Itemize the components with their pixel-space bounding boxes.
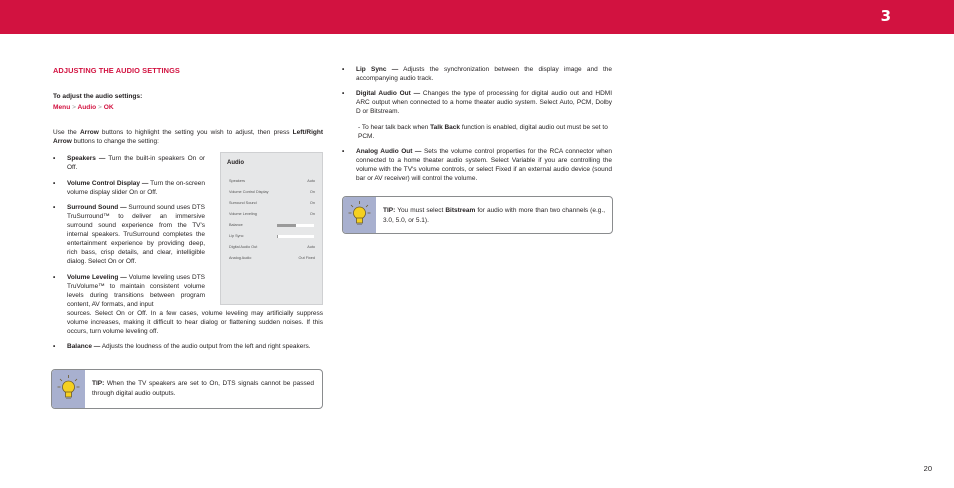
menu-row-value: Auto <box>307 179 315 183</box>
lip-sync-slider-fill <box>277 235 278 238</box>
tip-box-bitstream <box>342 196 613 234</box>
note-bold: Talk Back <box>430 124 461 131</box>
bullet-term: Lip Sync — <box>356 66 399 73</box>
bullet-dot: • <box>53 274 56 281</box>
bullet-term: Volume Control Display — <box>67 180 149 187</box>
menu-row-label: Volume Leveling <box>229 212 257 216</box>
tip-label: TIP: <box>383 207 396 214</box>
header-banner <box>0 0 954 34</box>
bullet-dot: • <box>342 90 345 97</box>
menu-row-label: Balance <box>229 223 243 227</box>
menu-path-audio: Audio <box>77 104 97 111</box>
menu-row-speakers <box>229 179 315 187</box>
menu-row-value: On <box>309 190 315 194</box>
tip-icon-panel <box>343 197 376 233</box>
bullet-text: Turn the on-screen volume display slider On or Off. <box>67 180 205 196</box>
bullet-text: Surround sound uses DTS TruSurround™ to deliver an immersive surround sound experience from the TV's internal speakers. TruSurround completes the entertainment experience by providing deep, rich bass, crisp details, and clear, intelligible dialog. Select On or Off. <box>67 204 205 265</box>
bullet-term: Balance — <box>67 343 101 350</box>
menu-row-lip-sync <box>229 234 315 242</box>
menu-row-value: On <box>309 212 315 216</box>
bullet-volume-leveling <box>53 273 205 309</box>
tip-text <box>383 206 605 225</box>
tip-icon-panel <box>52 370 85 408</box>
tip-body: You must select <box>397 207 446 214</box>
tip-text <box>92 379 314 398</box>
menu-path-separator: > <box>72 104 76 111</box>
menu-row-balance <box>229 223 315 231</box>
bullet-text: Changes the type of processing for digital audio out and HDMI ARC output when connected to a home theater audio system. Select Auto, PCM, Dolby D or Bitstream. <box>356 90 613 115</box>
menu-path-menu: Menu <box>53 104 71 111</box>
intro-text: buttons to change the setting: <box>71 138 159 145</box>
menu-row-label: Surround Sound <box>229 201 257 205</box>
page-number: 20 <box>923 464 932 473</box>
menu-row-value: On <box>309 201 315 205</box>
balance-slider <box>277 224 314 227</box>
bullet-term: Volume Leveling — <box>67 274 127 281</box>
menu-row-volume-leveling <box>229 212 315 220</box>
menu-row-label: Analog Audio <box>229 256 252 260</box>
bullet-term: Surround Sound — <box>67 204 127 211</box>
menu-row-volume-control-display <box>229 190 315 198</box>
bullet-balance <box>53 342 323 360</box>
menu-row-surround-sound <box>229 201 315 209</box>
intro-bold-arrow: Arrow <box>79 129 99 136</box>
intro-text: Use the <box>53 129 80 136</box>
bullet-text: Adjusts the loudness of the audio output from the left and right speakers. <box>101 343 311 350</box>
tip-label: TIP: <box>92 380 105 387</box>
menu-path-separator: > <box>98 104 102 111</box>
audio-menu-title: Audio <box>227 160 244 166</box>
talk-back-note <box>358 123 613 141</box>
bullet-dot: • <box>53 343 56 350</box>
bullet-term: Analog Audio Out — <box>356 148 422 155</box>
bullet-analog-audio-out <box>342 147 612 183</box>
subheading: To adjust the audio settings: <box>53 93 143 100</box>
chapter-number: 3 <box>880 7 891 25</box>
bullet-text: Turn the built-in speakers On or Off. <box>67 155 205 171</box>
menu-row-value: Out Fixed <box>298 256 315 260</box>
lightbulb-icon <box>343 197 376 234</box>
menu-row-digital-audio-out <box>229 245 315 253</box>
bullet-volume-control-display <box>53 179 205 197</box>
section-title: ADJUSTING THE AUDIO SETTINGS <box>53 66 180 75</box>
bullet-lip-sync <box>342 65 612 83</box>
intro-bold-leftright: Left/Right Arrow <box>53 129 323 145</box>
bullet-dot: • <box>53 155 56 162</box>
intro-text: buttons to highlight the setting you wish to adjust, then press <box>98 129 293 136</box>
tip-body: for audio with more than two channels (e.g., 3.0, 5.0, or 5.1). <box>383 207 605 224</box>
bullet-text: Adjusts the synchronization between the display image and the accompanying audio track. <box>356 66 613 82</box>
bullet-surround-sound <box>53 203 205 267</box>
bullet-digital-audio-out <box>342 89 612 116</box>
tip-body: When the TV speakers are set to On, DTS signals cannot be passed through digital audio outputs. <box>92 380 314 397</box>
menu-row-label: Digital Audio Out <box>229 245 258 249</box>
bullet-volume-leveling-continued: sources. Select On or Off. In a few cases, volume leveling may artificially suppress volume increases, making it difficult to hear dialog or flattening sudden noises. If this occurs, turn volume leveling off. <box>67 310 323 335</box>
menu-path-ok: OK <box>103 104 114 111</box>
menu-row-value: Auto <box>307 245 315 249</box>
note-text: function is enabled, digital audio out must be set to PCM. <box>358 124 608 140</box>
bullet-text: Sets the volume control properties for the RCA connector when connected to a home theater audio system. Select Variable if you are controlling the volume with the TV's volume controls, or select Fixed if an external audio device (sound bar or AV receiver) will control the volume. <box>356 148 612 182</box>
tip-bold: Bitstream <box>445 207 476 214</box>
bullet-term: Speakers — <box>67 155 106 162</box>
menu-row-label: Lip Sync <box>229 234 244 238</box>
menu-row-analog-audio <box>229 256 315 264</box>
tip-box-dts <box>51 369 323 409</box>
balance-slider-fill <box>277 224 296 227</box>
menu-row-label: Speakers <box>229 179 246 183</box>
bullet-dot: • <box>342 148 345 155</box>
note-text: - To hear talk back when <box>358 124 431 131</box>
bullet-term: Digital Audio Out — <box>356 90 421 97</box>
bullet-text: Volume leveling uses DTS TruVolume™ to maintain consistent volume levels during transitions between program content, AV formats, and input <box>67 274 206 308</box>
menu-row-label: Volume Control Display <box>229 190 269 194</box>
bullet-speakers <box>53 154 205 172</box>
intro-paragraph <box>53 128 323 146</box>
bullet-dot: • <box>342 66 345 73</box>
audio-menu-screenshot <box>220 152 323 305</box>
bullet-dot: • <box>53 180 56 187</box>
lip-sync-slider <box>277 235 314 238</box>
bullet-dot: • <box>53 204 56 211</box>
lightbulb-icon <box>52 370 85 409</box>
menu-path <box>53 104 114 111</box>
